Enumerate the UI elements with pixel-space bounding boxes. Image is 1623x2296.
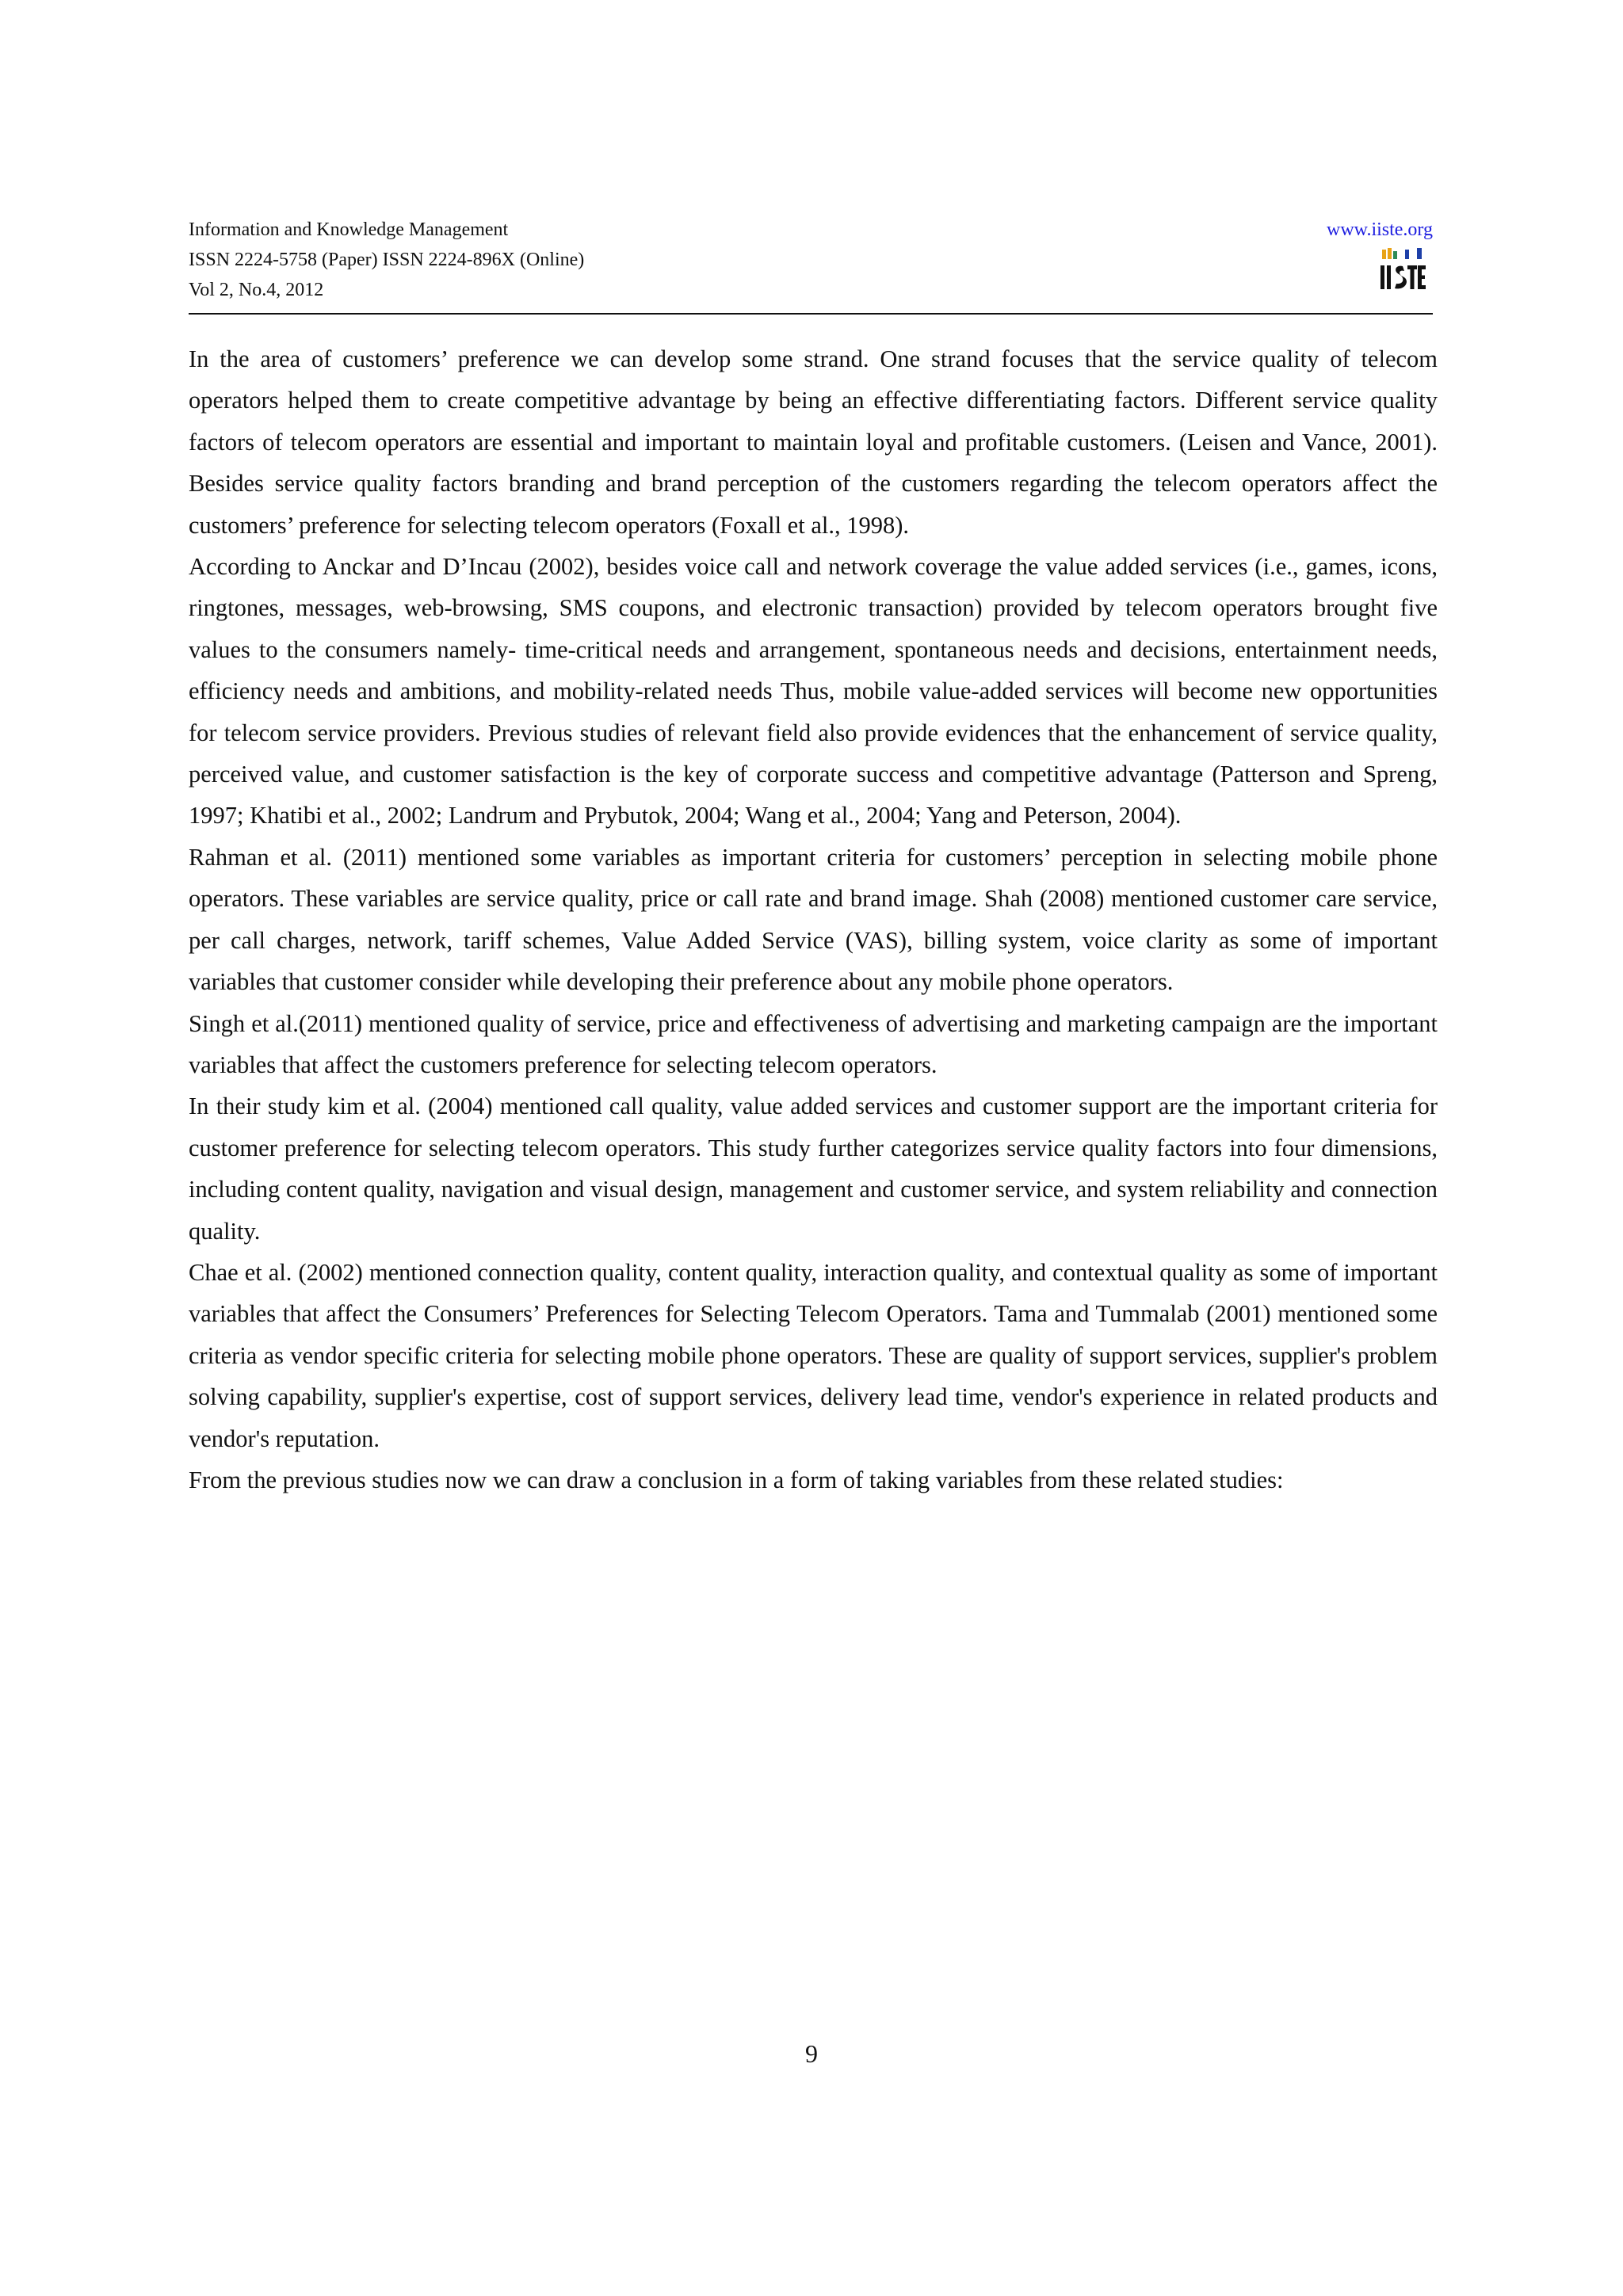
volume-line: Vol 2, No.4, 2012	[189, 280, 324, 300]
paragraph: Rahman et al. (2011) mentioned some variables as important criteria for customers’ perception in selecting mobile phone operators. These variables are service quality, price or call rate and brand image. Shah (2008) mentioned customer care service, per call charges, network, tariff schemes, Value Added Service (VAS), billing system, voice clarity as some of important variables that customer consider while developing their preference about any mobile phone operators.	[189, 843, 1438, 996]
paragraph: According to Anckar and D’Incau (2002), besides voice call and network coverage the value added services (i.e., games, icons, ringtones, messages, web-browsing, SMS coupons, and electronic transaction) provided by telecom operators brought five values to the consumers namely- time-critical needs and arrangement, spontaneous needs and decisions, entertainment needs, efficiency needs and ambitions, and mobility-related needs Thus, mobile value-added services will become new opportunities for telecom service providers. Previous studies of relevant field also provide evidences that the enhancement of service quality, perceived value, and customer satisfaction is the key of corporate success and competitive advantage (Patterson and Spreng, 1997; Khatibi et al., 2002; Landrum and Prybutok, 2004; Wang et al., 2004; Yang and Peterson, 2004).	[189, 553, 1438, 830]
header-divider	[189, 313, 1433, 315]
article-body	[189, 338, 1438, 1501]
paragraph: In the area of customers’ preference we can develop some strand. One strand focuses that the service quality of telecom operators helped them to create competitive advantage by being an effective differentiating factors. Different service quality factors of telecom operators are essential and important to maintain loyal and profitable customers. (Leisen and Vance, 2001). Besides service quality factors branding and brand perception of the customers regarding the telecom operators affect the customers’ preference for selecting telecom operators (Foxall et al., 1998).	[189, 345, 1438, 539]
page-number: 9	[805, 2039, 818, 2068]
paragraph: Chae et al. (2002) mentioned connection quality, content quality, interaction quality, and contextual quality as some of important variables that affect the Consumers’ Preferences for Selecting Telecom Operators. Tama and Tummalab (2001) mentioned some criteria as vendor specific criteria for selecting mobile phone operators. These are quality of support services, supplier's problem solving capability, supplier's expertise, cost of support services, delivery lead time, vendor's experience in related products and vendor's reputation.	[189, 1258, 1438, 1452]
journal-url-link[interactable]: www.iiste.org	[1327, 219, 1433, 240]
header-right	[1327, 215, 1433, 245]
paragraph: From the previous studies now we can draw a conclusion in a form of taking variables from these related studies:	[189, 1466, 1284, 1493]
paragraph: Singh et al.(2011) mentioned quality of service, price and effectiveness of advertising and marketing campaign are the important variables that affect the customers preference for selecting telecom operators.	[189, 1009, 1438, 1078]
iiste-logo	[1379, 246, 1426, 296]
issn-line: ISSN 2224-5758 (Paper) ISSN 2224-896X (Online)	[189, 250, 585, 270]
page-header	[189, 215, 1433, 315]
paragraph: In their study kim et al. (2004) mentioned call quality, value added services and customer support are the important criteria for customer preference for selecting telecom operators. This study further categorizes service quality factors into four dimensions, including content quality, navigation and visual design, management and customer service, and system reliability and connection quality.	[189, 1093, 1438, 1245]
journal-title: Information and Knowledge Management	[189, 219, 509, 240]
